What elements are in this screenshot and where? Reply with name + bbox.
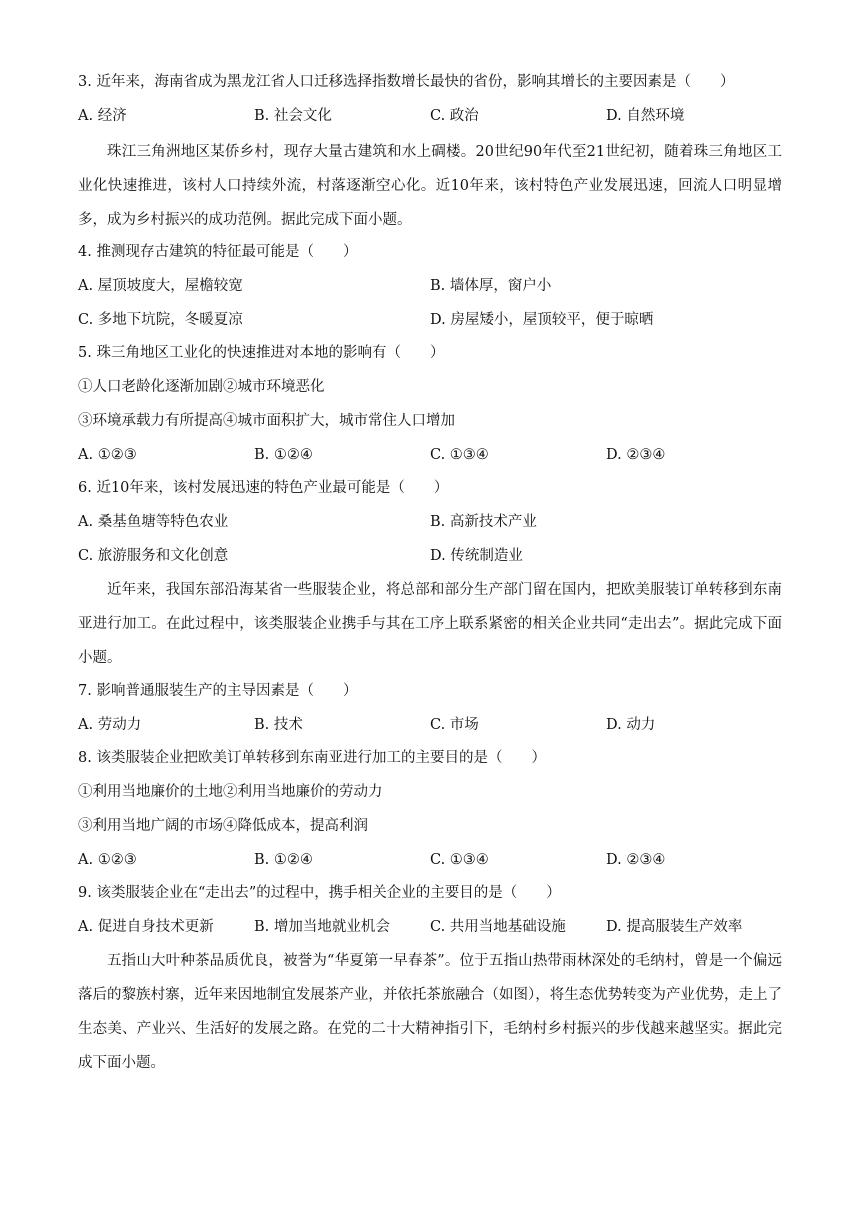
question-8-item-line-2: ③利用当地广阔的市场④降低成本，提高利润 [78, 818, 368, 834]
question-5-item-line-2: ③环境承载力有所提高④城市面积扩大，城市常住人口增加 [78, 413, 455, 429]
question-8-option-a: A. ①②③ [78, 852, 137, 868]
question-7-option-c: C. 市场 [430, 717, 479, 733]
question-7-option-d: D. 动力 [606, 717, 656, 733]
passage-1 [78, 135, 782, 237]
question-6-stem: 6. 近10年来，该村发展迅速的特色产业最可能是（ ） [78, 480, 449, 496]
question-3-stem: 3. 近年来，海南省成为黑龙江省人口迁移选择指数增长最快的省份，影响其增长的主要因素是（ ） [78, 74, 735, 90]
question-4-option-b: B. 墙体厚，窗户小 [430, 278, 552, 294]
question-8-stem: 8. 该类服装企业把欧美订单转移到东南亚进行加工的主要目的是（ ） [78, 750, 546, 766]
question-6-option-c: C. 旅游服务和文化创意 [78, 548, 229, 564]
question-8-option-b: B. ①②④ [254, 852, 313, 868]
question-3-option-a: A. 经济 [78, 108, 127, 124]
question-8-item-line-1: ①利用当地廉价的土地②利用当地廉价的劳动力 [78, 784, 383, 800]
question-3-option-d: D. 自然环境 [606, 108, 685, 124]
question-9-option-b: B. 增加当地就业机会 [254, 919, 390, 935]
passage-2-text: 近年来，我国东部沿海某省一些服装企业，将总部和部分生产部门留在国内，把欧美服装订单转移到东南亚进行加工。在此过程中，该类服装企业携手与其在工序上联系紧密的相关企业共同“走出去”。据此完成下面小题。 [78, 582, 782, 666]
passage-3-text: 五指山大叶种茶品质优良，被誉为“华夏第一早春茶”。位于五指山热带雨林深处的毛纳村，曾是一个偏远落后的黎族村寨，近年来因地制宜发展茶产业，并依托茶旅融合（如图），将生态优势转变为产业优势，走上了生态美、产业兴、生活好的发展之路。在党的二十大精神指引下，毛纳村乡村振兴的步伐越来越坚实。据此完成下面小题。 [78, 953, 782, 1071]
question-4-option-c: C. 多地下坑院，冬暖夏凉 [78, 312, 243, 328]
question-4-option-a: A. 屋顶坡度大，屋檐较宽 [78, 278, 243, 294]
question-3-option-b: B. 社会文化 [254, 108, 332, 124]
question-8-option-c: C. ①③④ [430, 852, 489, 868]
question-3-option-c: C. 政治 [430, 108, 479, 124]
question-6-option-d: D. 传统制造业 [430, 548, 523, 564]
question-6-option-b: B. 高新技术产业 [430, 514, 537, 530]
question-4-option-d: D. 房屋矮小，屋顶较平，便于晾晒 [430, 312, 654, 328]
question-5-option-b: B. ①②④ [254, 447, 313, 463]
passage-3 [78, 944, 782, 1080]
question-5-option-d: D. ②③④ [606, 447, 666, 463]
question-9-option-d: D. 提高服装生产效率 [606, 919, 743, 935]
question-7-stem: 7. 影响普通服装生产的主导因素是（ ） [78, 683, 358, 699]
question-9-option-c: C. 共用当地基础设施 [430, 919, 566, 935]
question-5-option-c: C. ①③④ [430, 447, 489, 463]
question-5-option-a: A. ①②③ [78, 447, 137, 463]
question-8-option-d: D. ②③④ [606, 852, 666, 868]
question-5-item-line-1: ①人口老龄化逐渐加剧②城市环境恶化 [78, 379, 325, 395]
question-6-option-a: A. 桑基鱼塘等特色农业 [78, 514, 229, 530]
question-7-option-a: A. 劳动力 [78, 717, 142, 733]
question-9-option-a: A. 促进自身技术更新 [78, 919, 214, 935]
passage-2 [78, 573, 782, 675]
question-4-stem: 4. 推测现存古建筑的特征最可能是（ ） [78, 244, 358, 260]
question-5-stem: 5. 珠三角地区工业化的快速推进对本地的影响有（ ） [78, 345, 445, 361]
question-7-option-b: B. 技术 [254, 717, 303, 733]
question-9-stem: 9. 该类服装企业在“走出去”的过程中，携手相关企业的主要目的是（ ） [78, 885, 561, 901]
passage-1-text: 珠江三角洲地区某侨乡村，现存大量古建筑和水上碉楼。20世纪90年代至21世纪初，随着珠三角地区工业化快速推进，该村人口持续外流，村落逐渐空心化。近10年来，该村特色产业发展迅速，回流人口明显增多，成为乡村振兴的成功范例。据此完成下面小题。 [78, 144, 782, 228]
